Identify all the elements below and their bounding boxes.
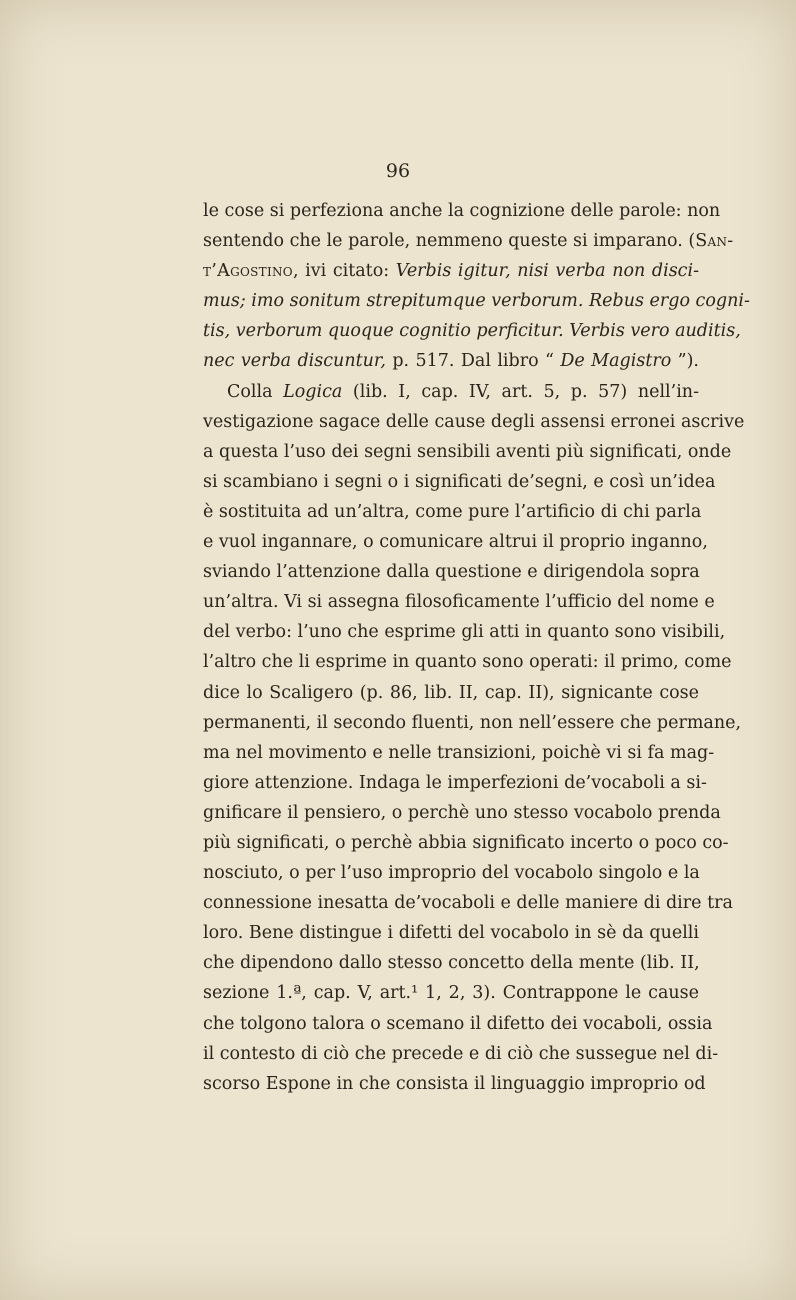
text-segment: del verbo: l’uno che esprime gli atti in quanto sono visibili, bbox=[203, 622, 726, 643]
text-segment: a questa l’uso dei segni sensibili aventi più significati, onde bbox=[203, 441, 732, 462]
text-segment: gnificare il pensiero, o perchè uno stesso vocabolo prenda bbox=[203, 802, 721, 823]
text-line bbox=[203, 798, 721, 828]
body-text bbox=[203, 196, 750, 1099]
text-line bbox=[203, 437, 732, 467]
text-line bbox=[203, 738, 715, 768]
text-segment: ma nel movimento e nelle transizioni, poichè vi si fa mag- bbox=[203, 742, 715, 763]
small-caps-segment: t’Agostino bbox=[203, 261, 293, 282]
text-line bbox=[203, 497, 702, 527]
text-line bbox=[203, 196, 721, 226]
text-line bbox=[203, 316, 741, 346]
text-segment: sentendo che le parole, nemmeno queste si imparano. ( bbox=[203, 231, 696, 252]
text-segment: p. 517. Dal libro “ bbox=[385, 351, 561, 372]
text-line bbox=[203, 256, 699, 286]
text-line bbox=[203, 647, 732, 677]
text-line bbox=[203, 527, 708, 557]
italic-segment: nec verba discuntur, bbox=[203, 351, 386, 372]
text-line bbox=[203, 1009, 713, 1039]
text-line bbox=[203, 708, 742, 738]
italic-segment: De Magistro bbox=[560, 351, 672, 372]
text-segment: un’altra. Vi si assegna filosoficamente l’ufficio del nome e bbox=[203, 592, 715, 613]
text-segment: è sostituita ad un’altra, come pure l’artificio di chi parla bbox=[203, 501, 702, 522]
text-segment: (lib. I, cap. IV, art. 5, p. 57) nell’in- bbox=[342, 381, 699, 402]
text-segment: scorso Espone in che consista il linguaggio improprio od bbox=[203, 1073, 706, 1094]
text-segment: vestigazione sagace delle cause degli assensi erronei ascrive bbox=[203, 411, 745, 432]
text-segment: l’altro che li esprime in quanto sono operati: il primo, come bbox=[203, 652, 732, 673]
text-line bbox=[203, 557, 699, 587]
text-line bbox=[203, 377, 699, 407]
text-segment: giore attenzione. Indaga le imperfezioni de’vocaboli a si- bbox=[203, 772, 707, 793]
text-segment: , ivi citato: bbox=[292, 261, 396, 282]
text-line bbox=[203, 918, 699, 948]
italic-segment: Logica bbox=[283, 381, 343, 402]
text-segment: che tolgono talora o scemano il difetto dei vocaboli, ossia bbox=[203, 1013, 713, 1034]
text-line bbox=[203, 1069, 706, 1099]
text-segment: le cose si perfeziona anche la cognizione delle parole: non bbox=[203, 201, 721, 221]
text-line bbox=[203, 828, 729, 858]
italic-segment: tis, verborum quoque cognitio perficitur. Verbis vero auditis, bbox=[203, 321, 741, 342]
text-segment: connessione inesatta de’vocaboli e delle maniere di dire tra bbox=[203, 893, 733, 914]
small-caps-segment: San- bbox=[695, 231, 734, 252]
text-line bbox=[203, 346, 699, 376]
italic-segment: Verbis igitur, nisi verba non disci- bbox=[395, 261, 699, 282]
text-segment: e vuol ingannare, o comunicare altrui il proprio inganno, bbox=[203, 532, 708, 553]
text-segment: sviando l’attenzione dalla questione e dirigendola sopra bbox=[203, 562, 700, 583]
text-segment: Colla bbox=[227, 381, 284, 402]
text-segment: dice lo Scaligero (p. 86, lib. II, cap. II), signicante cose bbox=[203, 682, 699, 703]
text-line bbox=[203, 617, 726, 647]
text-line bbox=[203, 948, 699, 978]
text-segment: loro. Bene distingue i difetti del vocabolo in sè da quelli bbox=[203, 923, 699, 944]
text-line bbox=[203, 858, 699, 888]
text-segment: si scambiano i segni o i significati de’segni, e così un’idea bbox=[203, 471, 716, 492]
text-line bbox=[203, 467, 716, 497]
text-segment: nosciuto, o per l’uso improprio del vocabolo singolo e la bbox=[203, 863, 700, 884]
italic-segment: mus; imo sonitum strepitumque verborum. Rebus ergo cogni- bbox=[203, 291, 750, 312]
text-segment: il contesto di ciò che precede e di ciò che sussegue nel di- bbox=[203, 1043, 719, 1064]
text-segment: ”). bbox=[671, 351, 699, 372]
text-segment: più significati, o perchè abbia significato incerto o poco co- bbox=[203, 832, 729, 853]
text-line bbox=[203, 587, 715, 617]
text-line bbox=[203, 888, 733, 918]
text-segment: permanenti, il secondo fluenti, non nell’essere che permane, bbox=[203, 712, 742, 733]
text-segment: sezione 1.ª, cap. V, art.¹ 1, 2, 3). Contrappone le cause bbox=[203, 983, 699, 1004]
text-line bbox=[203, 768, 707, 798]
text-line bbox=[203, 407, 745, 437]
text-line bbox=[203, 678, 699, 708]
text-line bbox=[203, 226, 734, 256]
page-number: 96 bbox=[385, 160, 411, 182]
text-line bbox=[203, 286, 750, 316]
text-line bbox=[203, 978, 699, 1008]
text-line bbox=[203, 1039, 719, 1069]
text-segment: che dipendono dallo stesso concetto della mente (lib. II, bbox=[203, 953, 700, 974]
